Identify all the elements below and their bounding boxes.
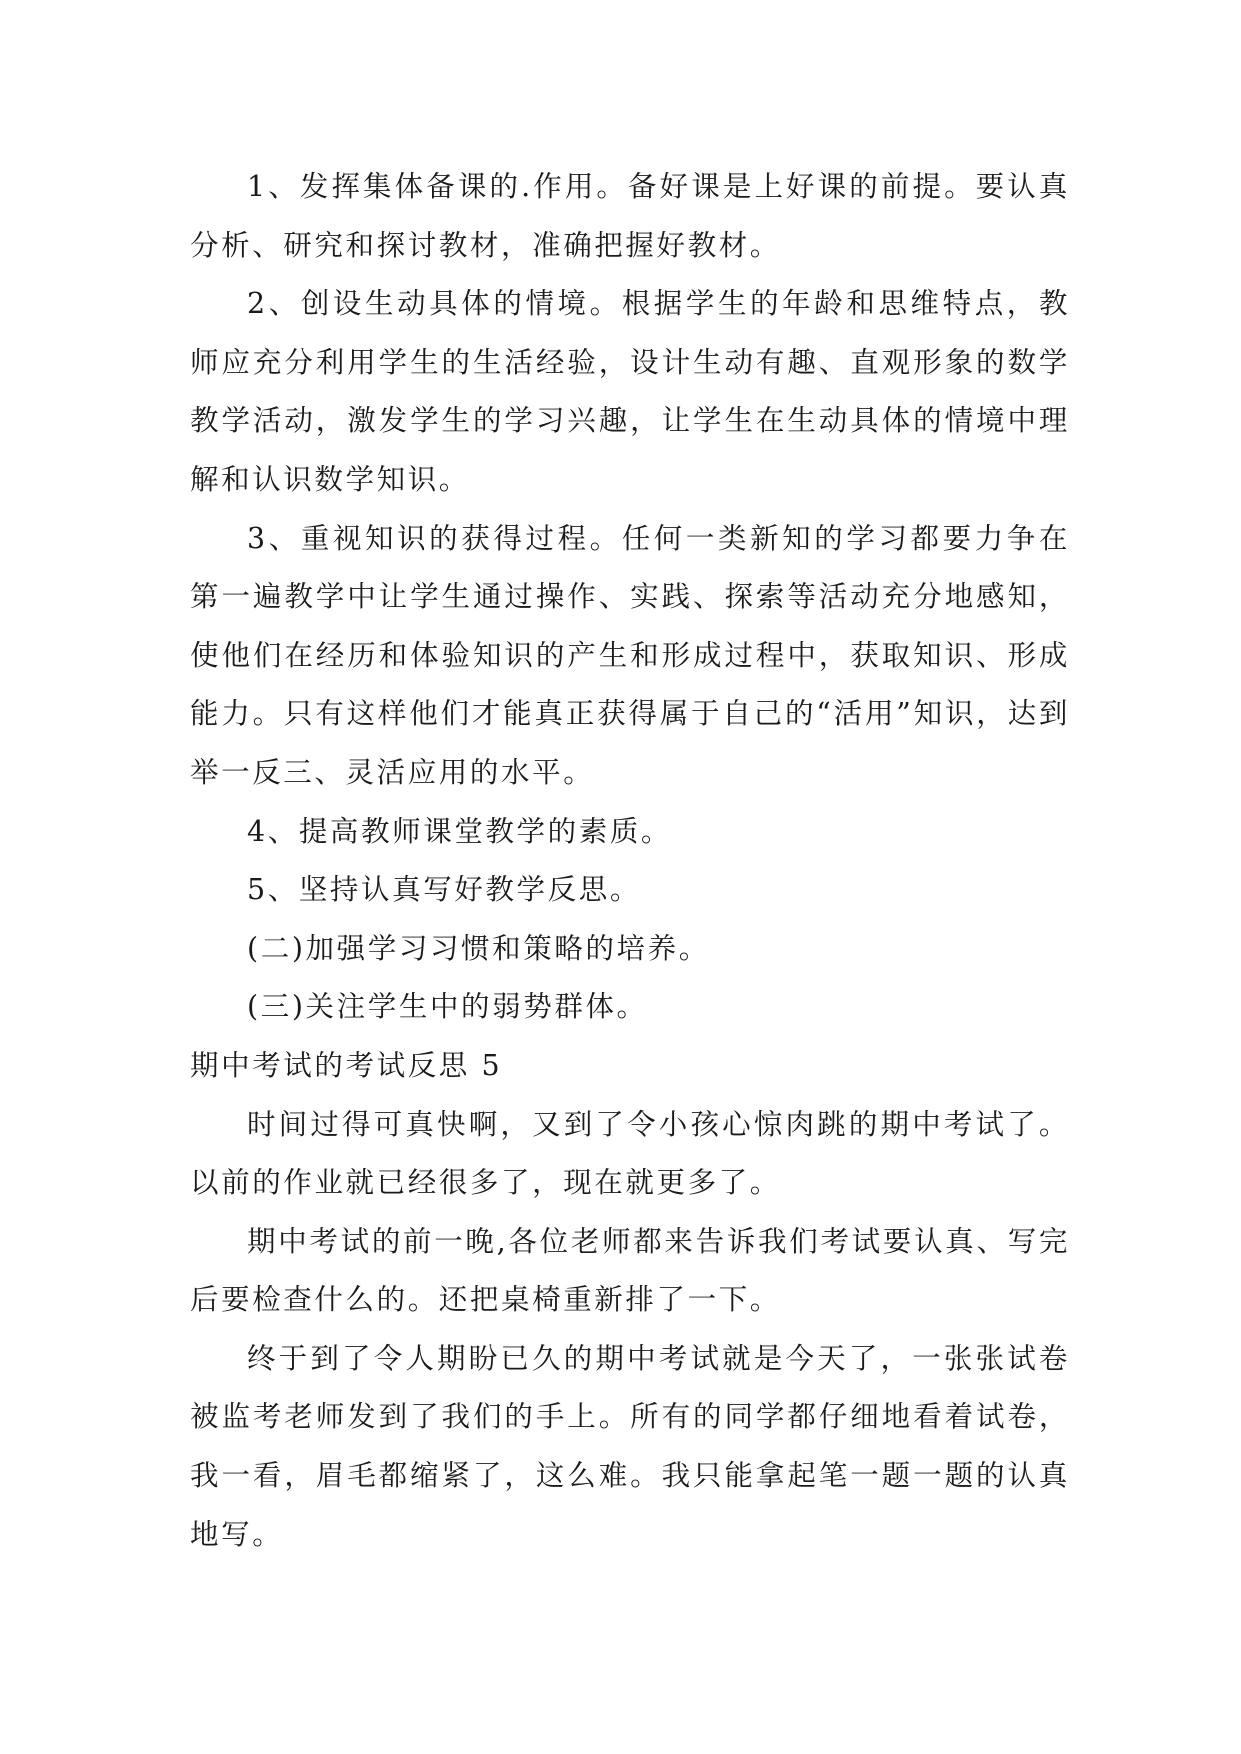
paragraph-essay-1: 时间过得可真快啊，又到了令小孩心惊肉跳的期中考试了。以前的作业就已经很多了，现在就更多了。 [190, 1107, 1070, 1200]
paragraph-essay-2: 期中考试的前一晚,各位老师都来告诉我们考试要认真、写完后要检查什么的。还把桌椅重新排了一下。 [190, 1224, 1070, 1317]
paragraph-subsection-3: (三)关注学生中的弱势群体。 [247, 990, 648, 1024]
paragraph-item-3: 3、重视知识的获得过程。任何一类新知的学习都要力争在第一遍教学中让学生通过操作、实践、探索等活动充分地感知，使他们在经历和体验知识的产生和形成过程中，获取知识、形成能力。只有这样他们才能真正获得属于自己的“活用”知识，达到举一反三、灵活应用的水平。 [190, 521, 1070, 789]
document-page [190, 158, 1070, 1564]
paragraph-item-5: 5、坚持认真写好教学反思。 [247, 873, 641, 907]
paragraph-subsection-2: (二)加强学习习惯和策略的培养。 [247, 931, 710, 965]
paragraph-essay-3: 终于到了令人期盼已久的期中考试就是今天了，一张张试卷被监考老师发到了我们的手上。所有的同学都仔细地看着试卷，我一看，眉毛都缩紧了，这么难。我只能拿起笔一题一题的认真地写。 [190, 1341, 1070, 1551]
section-heading: 期中考试的考试反思 5 [190, 1048, 503, 1082]
paragraph-item-2: 2、创设生动具体的情境。根据学生的年龄和思维特点，教师应充分利用学生的生活经验，设计生动有趣、直观形象的数学教学活动，激发学生的学习兴趣，让学生在生动具体的情境中理解和认识数学知识。 [190, 287, 1070, 496]
paragraph-item-4: 4、提高教师课堂教学的素质。 [247, 814, 673, 848]
paragraph-item-1: 1、发挥集体备课的.作用。备好课是上好课的前提。要认真分析、研究和探讨教材，准确把握好教材。 [190, 170, 1070, 262]
